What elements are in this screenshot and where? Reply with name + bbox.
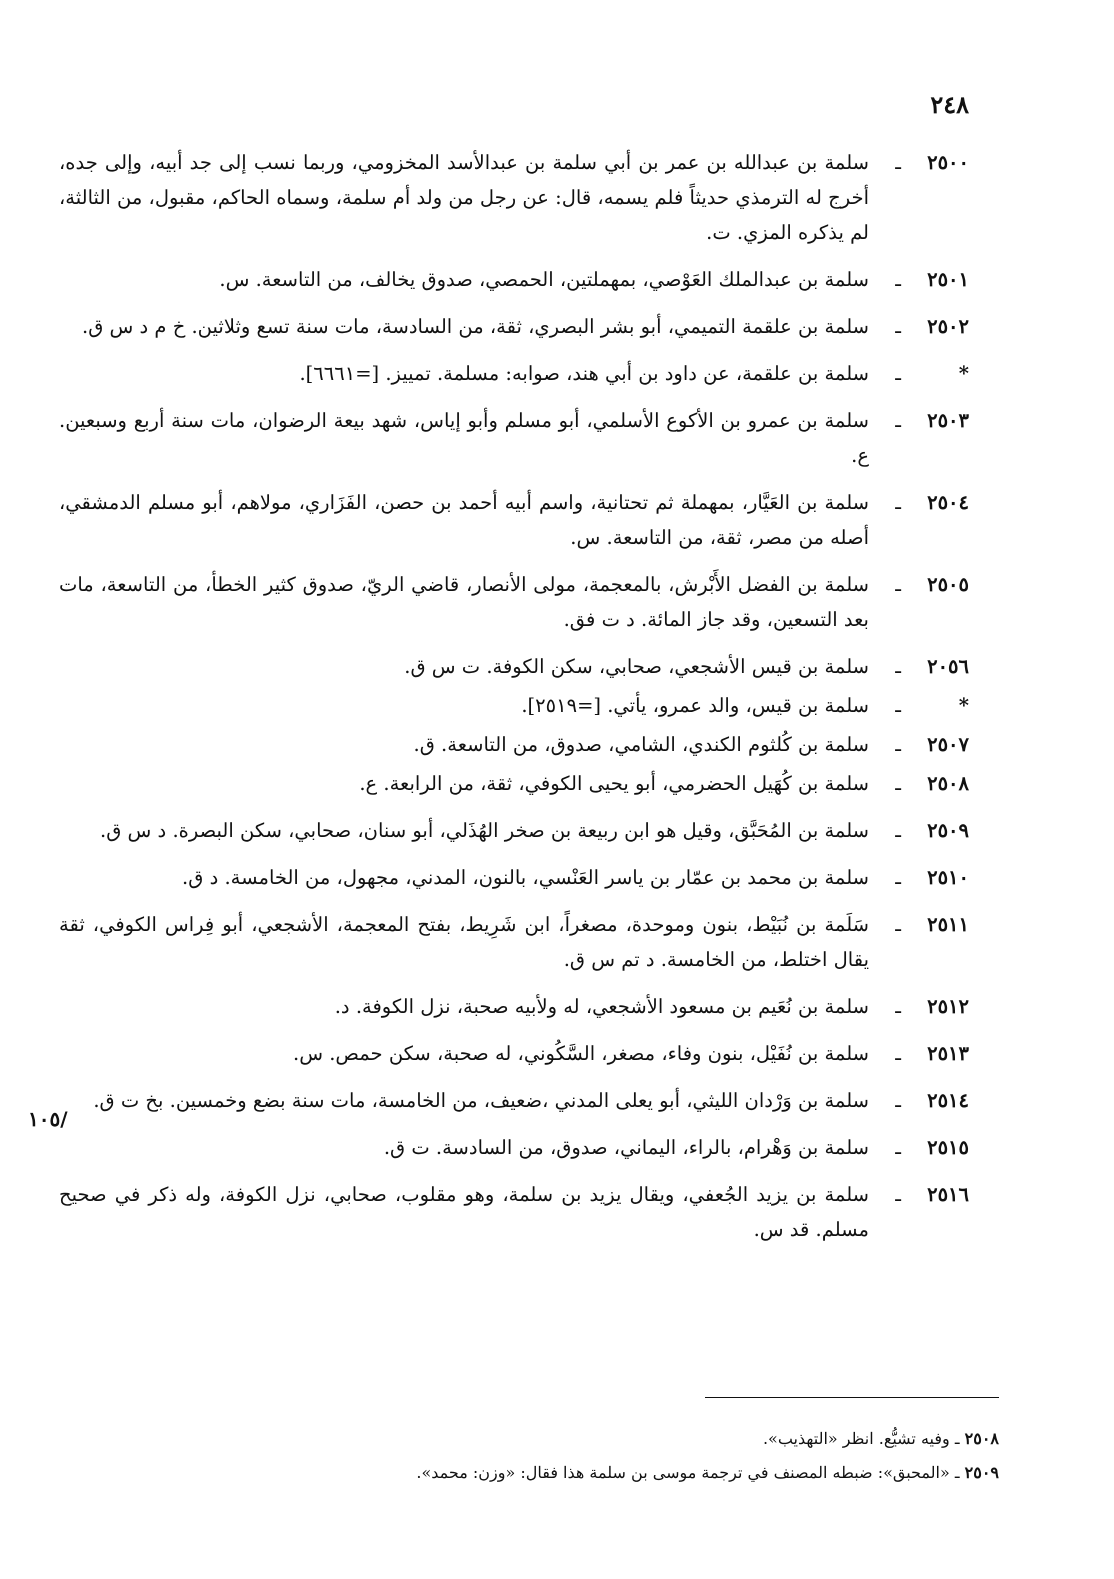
entry-text: سلمة بن العَيَّار، بمهملة ثم تحتانية، واسم أبيه أحمد بن حصن، الفَزَاري، مولاهم، أبو مسلم الدمشقي، أصله من مصر، ثقة، من التاسعة. س. bbox=[59, 491, 869, 549]
entry-dash: ـ bbox=[895, 362, 901, 385]
entry-dash: ـ bbox=[895, 1089, 901, 1112]
entry bbox=[59, 262, 969, 297]
entry bbox=[59, 567, 969, 637]
entry-dash: ـ bbox=[895, 655, 901, 678]
entry-text: سلمة بن علقمة، عن داود بن أبي هند، صوابه: مسلمة. تمييز. [=٦٦٦١]. bbox=[299, 362, 869, 385]
entry-dash: ـ bbox=[895, 1183, 901, 1206]
entry-dash: ـ bbox=[895, 409, 901, 432]
entry-dash: ـ bbox=[895, 1042, 901, 1065]
entry-text: سلمة بن وَهْرام، بالراء، اليماني، صدوق، من السادسة. ت ق. bbox=[383, 1136, 869, 1159]
entry-number: ٢٥٠٧ bbox=[927, 733, 969, 756]
entry-dash: ـ bbox=[895, 573, 901, 596]
entry-text: سلمة بن نُعَيم بن مسعود الأشجعي، له ولأبيه صحبة، نزل الكوفة. د. bbox=[334, 995, 869, 1018]
margin-page-reference: /١٠٥ bbox=[28, 1107, 68, 1131]
entry-text: سلمة بن كُهَيل الحضرمي، أبو يحيى الكوفي، ثقة، من الرابعة. ع. bbox=[359, 772, 869, 795]
entry-dash: ـ bbox=[895, 1136, 901, 1159]
entry-text: سَلَمة بن نُبَيْط، بنون وموحدة، مصغراً، ابن شَرِيط، بفتح المعجمة، الأشجعي، أبو فِراس الكوفي، ثقة يقال اختلط، من الخامسة. د تم س ق. bbox=[59, 913, 869, 971]
entry bbox=[59, 907, 969, 977]
footnote-number: ٢٥٠٨ bbox=[964, 1429, 999, 1448]
entry-text: سلمة بن عبدالله بن عمر بن أبي سلمة بن عبدالأسد المخزومي، وربما نسب إلى جد أبيه، وإلى جده، أخرج له الترمذي حديثاً فلم يسمه، قال: عن رجل من ولد أم سلمة، وسماه الحاكم، مقبول، من الثالثة، لم يذكره المزي. ت. bbox=[59, 151, 869, 244]
footnote-divider bbox=[705, 1397, 999, 1398]
entry bbox=[59, 860, 969, 895]
entry-text: سلمة بن عمرو بن الأكوع الأسلمي، أبو مسلم وأبو إياس، شهد بيعة الرضوان، مات سنة أربع وسبعين. ع. bbox=[59, 409, 869, 467]
footnote-dash: ـ bbox=[954, 1429, 960, 1448]
entry-number: * bbox=[958, 362, 969, 385]
entry bbox=[59, 688, 969, 723]
footnotes bbox=[59, 1422, 999, 1490]
footnote-dash: ـ bbox=[954, 1463, 960, 1482]
entry-dash: ـ bbox=[895, 733, 901, 756]
entry-text: سلمة بن عبدالملك العَوْصي، بمهملتين، الحمصي، صدوق يخالف، من التاسعة. س. bbox=[219, 268, 869, 291]
entry bbox=[59, 403, 969, 473]
footnote bbox=[59, 1422, 999, 1456]
footnote-text: «المحبق»: ضبطه المصنف في ترجمة موسى بن سلمة هذا فقال: «وزن: محمد». bbox=[416, 1463, 950, 1482]
entry bbox=[59, 1130, 969, 1165]
page-number: ٢٤٨ bbox=[930, 90, 969, 119]
entry-text: سلمة بن وَرْدان الليثي، أبو يعلى المدني ،ضعيف، من الخامسة، مات سنة بضع وخمسين. بخ ت ق. bbox=[93, 1089, 869, 1112]
entry-number: ٢٥٠٢ bbox=[927, 315, 969, 338]
entry bbox=[59, 309, 969, 344]
entry-dash: ـ bbox=[895, 694, 901, 717]
entry-number: ٢٥١٦ bbox=[927, 1183, 969, 1206]
entry bbox=[59, 649, 969, 684]
entry bbox=[59, 1036, 969, 1071]
entry-dash: ـ bbox=[895, 151, 901, 174]
entry-dash: ـ bbox=[895, 913, 901, 936]
entry-dash: ـ bbox=[895, 315, 901, 338]
entry-number: ٢٥١٤ bbox=[927, 1089, 969, 1112]
entry bbox=[59, 356, 969, 391]
entry-dash: ـ bbox=[895, 268, 901, 291]
entry bbox=[59, 813, 969, 848]
footnote-number: ٢٥٠٩ bbox=[964, 1463, 999, 1482]
entry-number: ٢٥٠٣ bbox=[927, 409, 969, 432]
entry-text: سلمة بن قيس، والد عمرو، يأتي. [=٢٥١٩]. bbox=[521, 694, 869, 717]
entry-number: ٢٥٠٥ bbox=[927, 573, 969, 596]
entry bbox=[59, 766, 969, 801]
entry-text: سلمة بن المُحَبَّق، وقيل هو ابن ربيعة بن صخر الهُذَلي، أبو سنان، صحابي، سكن البصرة. د س ق. bbox=[100, 819, 869, 842]
entry-number: ٢٥٠٩ bbox=[927, 819, 969, 842]
footnote bbox=[59, 1456, 999, 1490]
entry-number: ٢٥٠١ bbox=[927, 268, 969, 291]
entry-list bbox=[59, 145, 969, 1259]
entry-text: سلمة بن كُلثوم الكندي، الشامي، صدوق، من التاسعة. ق. bbox=[413, 733, 869, 756]
entry-text: سلمة بن قيس الأشجعي، صحابي، سكن الكوفة. ت س ق. bbox=[404, 655, 869, 678]
entry bbox=[59, 145, 969, 250]
entry bbox=[59, 1083, 969, 1118]
entry-dash: ـ bbox=[895, 772, 901, 795]
entry-number: ٢٥١٥ bbox=[927, 1136, 969, 1159]
entry-dash: ـ bbox=[895, 995, 901, 1018]
entry-dash: ـ bbox=[895, 866, 901, 889]
footnote-text: وفيه تشيُّع. انظر «التهذيب». bbox=[762, 1429, 950, 1448]
entry-number: ٢٥٠٨ bbox=[927, 772, 969, 795]
entry-text: سلمة بن محمد بن عمّار بن ياسر العَنْسي، بالنون، المدني، مجهول، من الخامسة. د ق. bbox=[182, 866, 869, 889]
entry bbox=[59, 1177, 969, 1247]
entry-number: ٢٥٠٤ bbox=[927, 491, 969, 514]
entry-text: سلمة بن يزيد الجُعفي، ويقال يزيد بن سلمة، وهو مقلوب، صحابي، نزل الكوفة، وله ذكر في صحيح مسلم. قد س. bbox=[59, 1183, 869, 1241]
entry-number: ٢٥١١ bbox=[927, 913, 969, 936]
entry-text: سلمة بن علقمة التميمي، أبو بشر البصري، ثقة، من السادسة، مات سنة تسع وثلاثين. خ م د س ق. bbox=[82, 315, 869, 338]
entry bbox=[59, 485, 969, 555]
entry-number: ٢٥١٣ bbox=[927, 1042, 969, 1065]
entry-dash: ـ bbox=[895, 819, 901, 842]
entry-number: ٢٠٥٦ bbox=[927, 655, 969, 678]
entry-number: ٢٥٠٠ bbox=[927, 151, 969, 174]
entry-text: سلمة بن نُفَيْل، بنون وفاء، مصغر، السَّكُوني، له صحبة، سكن حمص. س. bbox=[293, 1042, 869, 1065]
entry-dash: ـ bbox=[895, 491, 901, 514]
entry-number: ٢٥١٠ bbox=[927, 866, 969, 889]
entry bbox=[59, 727, 969, 762]
entry-text: سلمة بن الفضل الأَبْرش، بالمعجمة، مولى الأنصار، قاضي الريّ، صدوق كثير الخطأ، من التاسعة، مات بعد التسعين، وقد جاز المائة. د ت فق. bbox=[59, 573, 869, 631]
entry-number: ٢٥١٢ bbox=[927, 995, 969, 1018]
entry-number: * bbox=[958, 694, 969, 717]
entry bbox=[59, 989, 969, 1024]
